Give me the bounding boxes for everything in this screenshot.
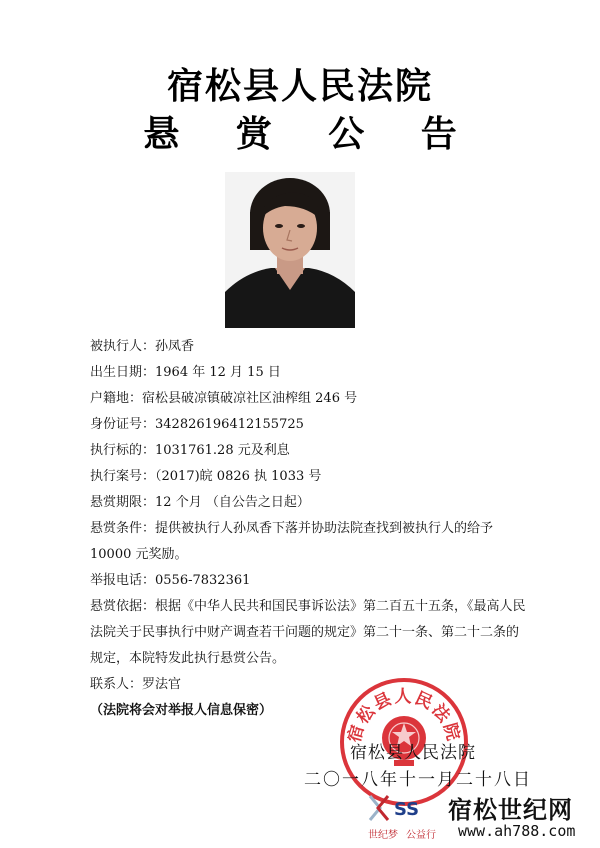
contact-value: 罗法官 [142, 677, 182, 692]
domicile-value: 宿松县破凉镇破凉社区油榨组 246 号 [142, 391, 358, 406]
birth-label: 出生日期： [90, 365, 156, 380]
site-url: www.ah788.com [458, 822, 576, 840]
hotline-label: 举报电话： [90, 573, 156, 588]
period-label: 悬赏期限： [90, 495, 156, 510]
site-slogan-2: 公益行 [406, 830, 436, 841]
amount-label: 执行标的： [90, 443, 156, 458]
site-logo-text: SS [394, 799, 420, 820]
period-row [90, 490, 530, 516]
birth-row [90, 360, 530, 386]
notice-details [90, 334, 530, 724]
debtor-photo [225, 172, 355, 328]
court-name-heading: 宿松县人民法院 [166, 66, 433, 107]
seal-text: 宿松县人民法院 [344, 687, 464, 745]
debtor-row [90, 334, 530, 360]
amount-row [90, 438, 530, 464]
case-number-row [90, 464, 530, 490]
id-number-label: 身份证号： [90, 417, 156, 432]
site-name: 宿松世纪网 [448, 796, 573, 824]
debtor-value: 孙凤香 [155, 339, 195, 354]
case-number-label: 执行案号： [90, 469, 156, 484]
confidential-note: （法院将会对举报人信息保密） [90, 703, 273, 718]
signing-date: 二〇一八年十一月二十八日 [304, 770, 532, 790]
site-logo-icon [366, 792, 438, 822]
signing-court: 宿松县人民法院 [350, 743, 476, 763]
id-number-value: 342826196412155725 [155, 417, 304, 432]
condition-row [90, 516, 530, 568]
period-value: 12 个月 （自公告之日起） [155, 495, 310, 510]
birth-value: 1964 年 12 月 15 日 [155, 365, 281, 380]
basis-value: 根据《中华人民共和国民事诉讼法》第二百五十五条，《最高人民法院关于民事执行中财产调查若干问题的规定》第二十一条、第二十二条的规定，本院特发此执行悬赏公告。 [90, 599, 526, 666]
hotline-value: 0556-7832361 [155, 573, 251, 588]
site-watermark [366, 790, 600, 848]
site-slogan-1: 世纪梦 [368, 830, 398, 841]
notice-title: 悬 赏 公 告 [143, 114, 479, 155]
id-number-row [90, 412, 530, 438]
basis-label: 悬赏依据： [90, 599, 156, 614]
hotline-row [90, 568, 530, 594]
contact-label: 联系人： [90, 677, 143, 692]
case-number-value: （2017)皖 0826 执 1033 号 [155, 469, 322, 484]
domicile-label: 户籍地： [90, 391, 143, 406]
basis-row [90, 594, 530, 672]
debtor-label: 被执行人： [90, 339, 156, 354]
condition-label: 悬赏条件： [90, 521, 156, 536]
domicile-row [90, 386, 530, 412]
condition-value: 提供被执行人孙凤香下落并协助法院查找到被执行人的给予 10000 元奖励。 [90, 521, 494, 562]
site-slogan [368, 826, 444, 841]
amount-value: 1031761.28 元及利息 [155, 443, 290, 458]
